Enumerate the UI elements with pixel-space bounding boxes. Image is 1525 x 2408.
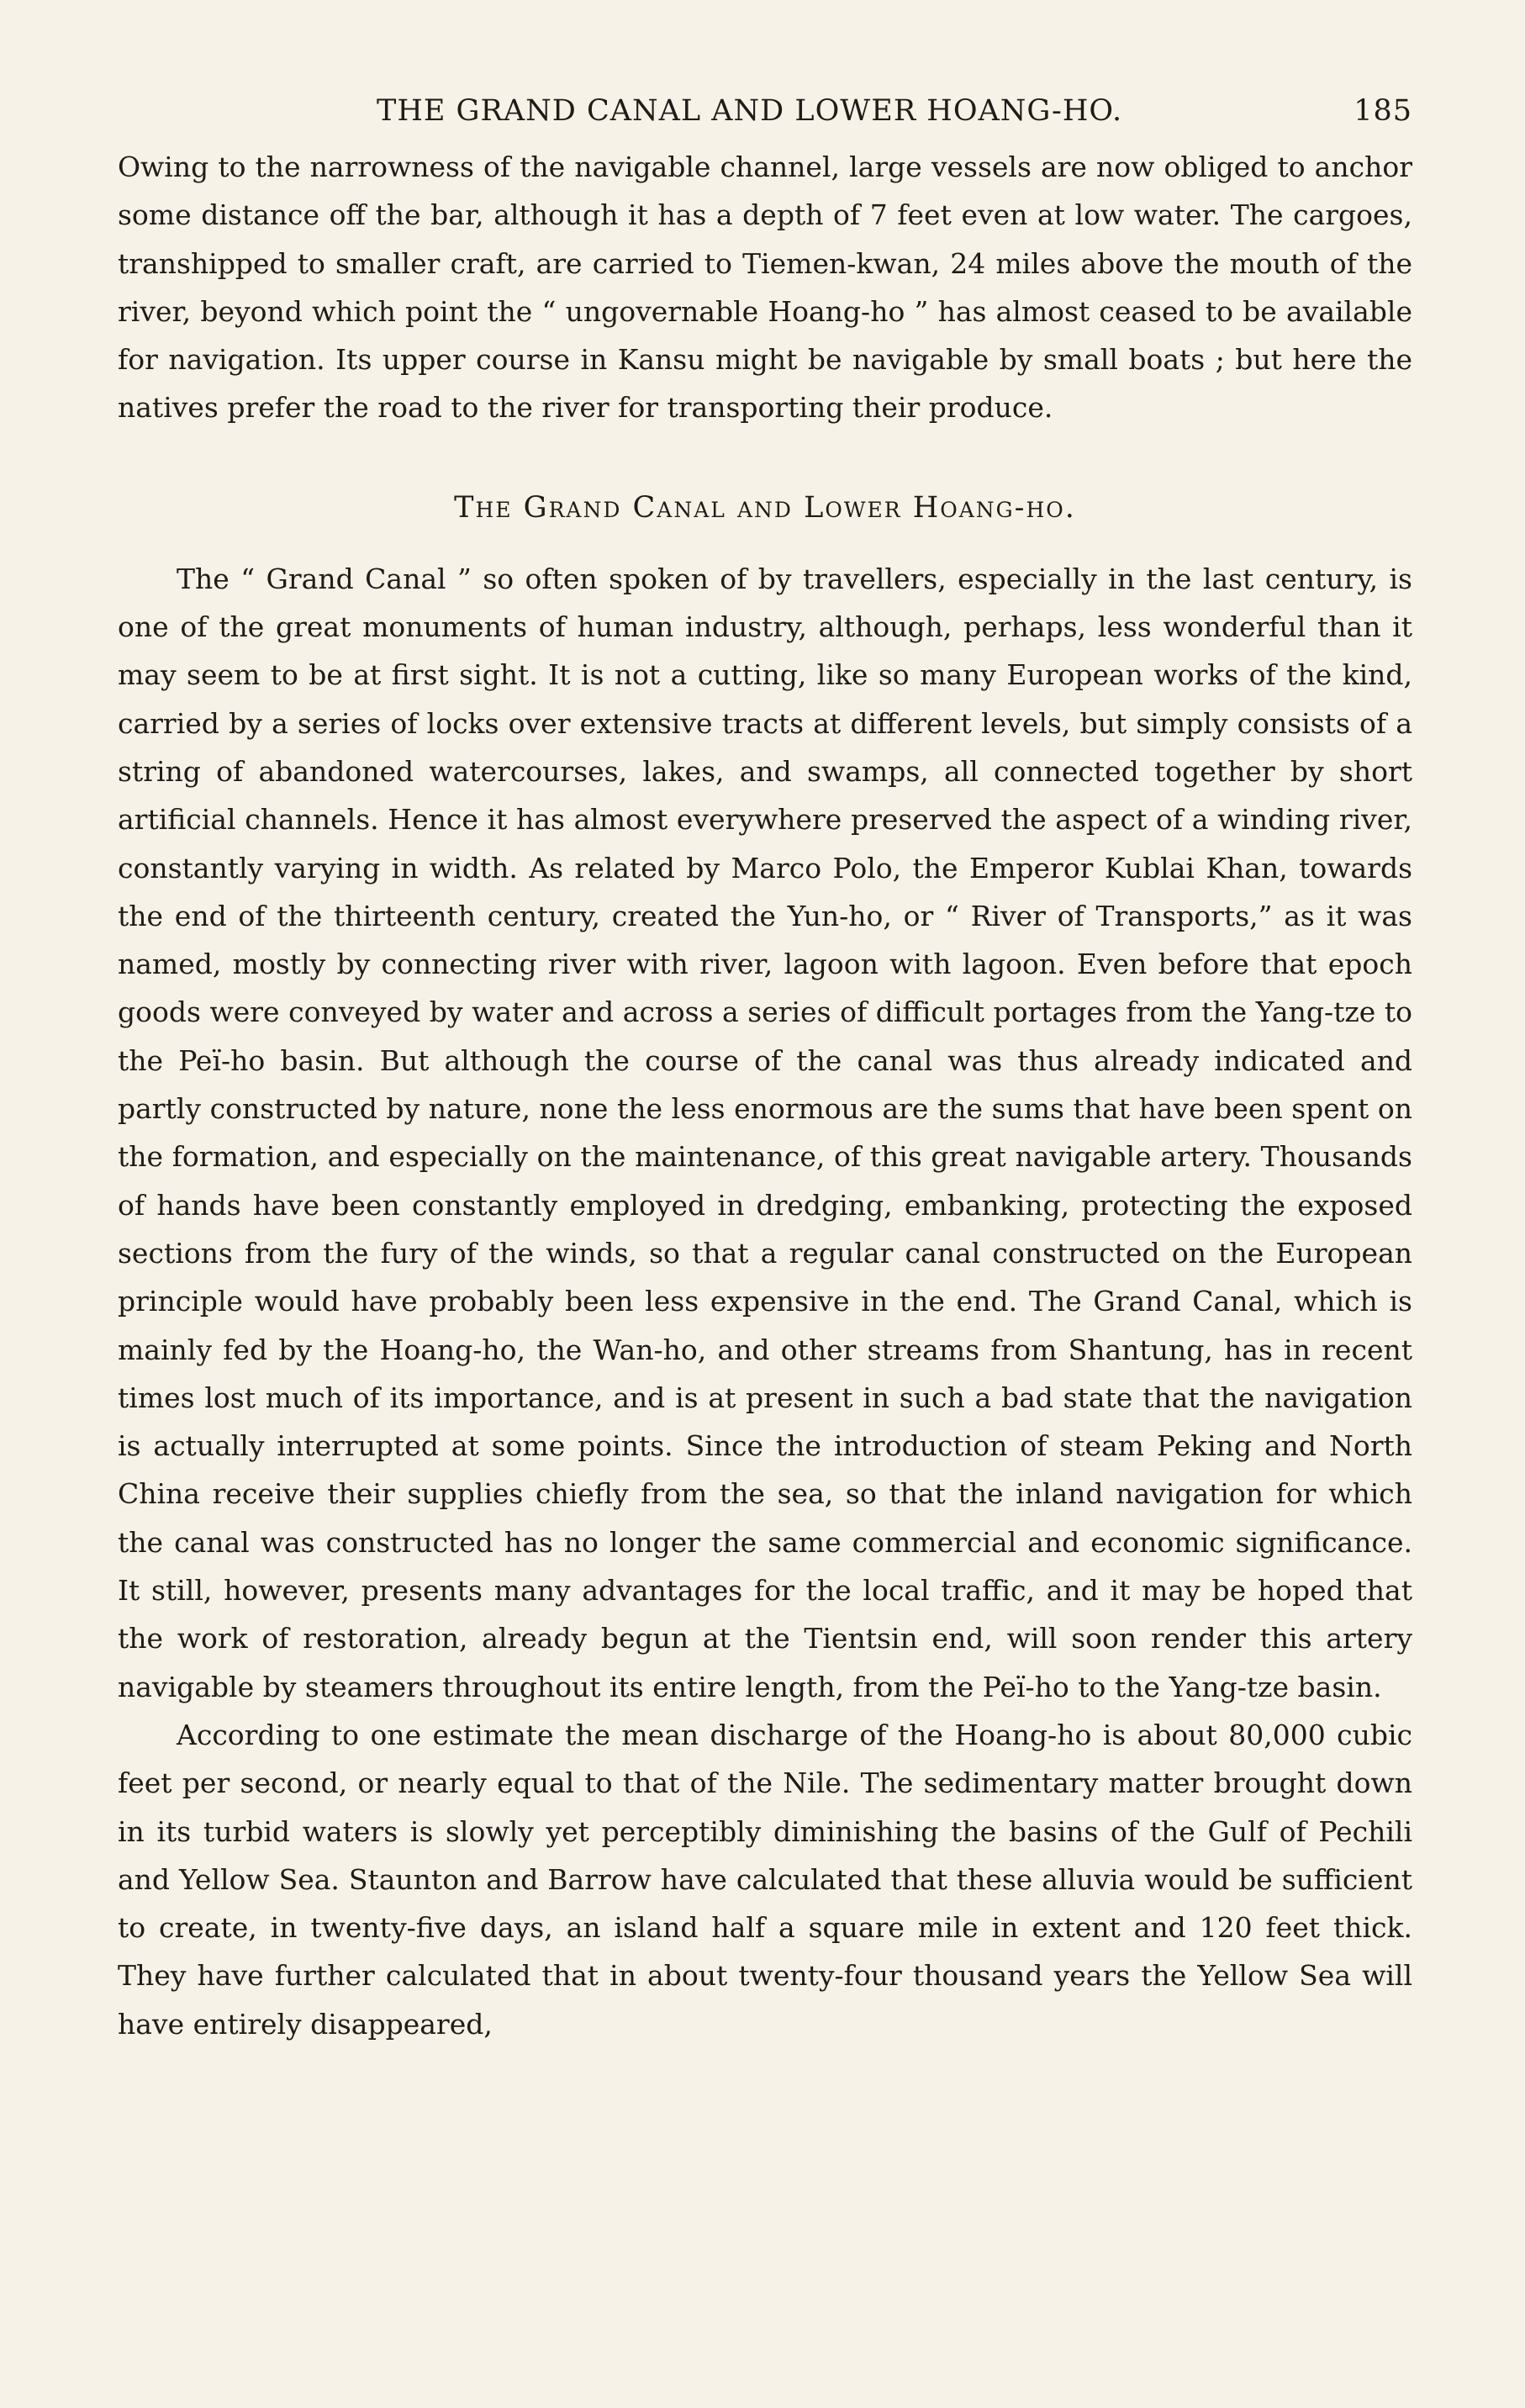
running-title: THE GRAND CANAL AND LOWER HOANG-HO. xyxy=(377,94,1123,128)
book-page xyxy=(118,84,1412,2354)
paragraph-grand-canal: The “ Grand Canal ” so often spoken of by travellers, especially in the last century, is one of the great monuments of human industry, although, perhaps, less wonderful than it may seem to be at first sight. It is not a cutting, like so many European works of the kind, carried by a series of locks over extensive tracts at different levels, but simply consists of a string of abandoned watercourses, lakes, and swamps, all connected together by short artificial channels. Hence it has almost everywhere preserved the aspect of a winding river, constantly varying in width. As related by Marco Polo, the Emperor Kublai Khan, towards the end of the thirteenth century, created the Yun-ho, or “ River of Transports,” as it was named, mostly by connecting river with river, lagoon with lagoon. Even before that epoch goods were conveyed by water and across a series of difficult portages from the Yang-tze to the Peï-ho basin. But although the course of the canal was thus already indicated and partly constructed by nature, none the less enormous are the sums that have been spent on the formation, and especially on the maintenance, of this great navigable artery. Thousands of hands have been constantly employed in dredging, embanking, protecting the exposed sections from the fury of the winds, so that a regular canal constructed on the European principle would have probably been less expensive in the end. The Grand Canal, which is mainly fed by the Hoang-ho, the Wan-ho, and other streams from Shantung, has in recent times lost much of its importance, and is at present in such a bad state that the navigation is actually interrupted at some points. Since the introduction of steam Peking and North China receive their supplies chiefly from the sea, so that the inland navigation for which the canal was constructed has no longer the same commercial and economic significance. It still, however, presents many advantages for the local traffic, and it may be hoped that the work of restoration, already begun at the Tientsin end, will soon render this artery navigable by steamers throughout its entire length, from the Peï-ho to the Yang-tze basin. xyxy=(118,562,1412,1703)
paragraph-discharge: According to one estimate the mean discharge of the Hoang-ho is about 80,000 cubic feet per second, or nearly equal to that of the Nile. The sedimentary matter brought down in its turbid waters is slowly yet perceptibly diminishing the basins of the Gulf of Pechili and Yellow Sea. Staunton and Barrow have calculated that these alluvia would be sufficient to create, in twenty-five days, an island half a square mile in extent and 120 feet thick. They have further calculated that in about twenty-four thousand years the Yellow Sea will have entirely disappeared, xyxy=(118,1718,1412,2041)
paragraph-owing: Owing to the narrowness of the navigable channel, large vessels are now obliged to anchor some distance off the bar, although it has a depth of 7 feet even at low water. The cargoes, transhipped to smaller craft, are carried to Tiemen-kwan, 24 miles above the mouth of the river, beyond which point the “ ungovernable Hoang-ho ” has almost ceased to be available for navigation. Its upper course in Kansu might be navigable by small boats ; but here the natives prefer the road to the river for transporting their produce. xyxy=(118,150,1412,425)
page-number: 185 xyxy=(1354,94,1412,128)
section-heading: The Grand Canal and Lower Hoang-ho. xyxy=(454,490,1076,525)
running-head xyxy=(118,84,1412,143)
